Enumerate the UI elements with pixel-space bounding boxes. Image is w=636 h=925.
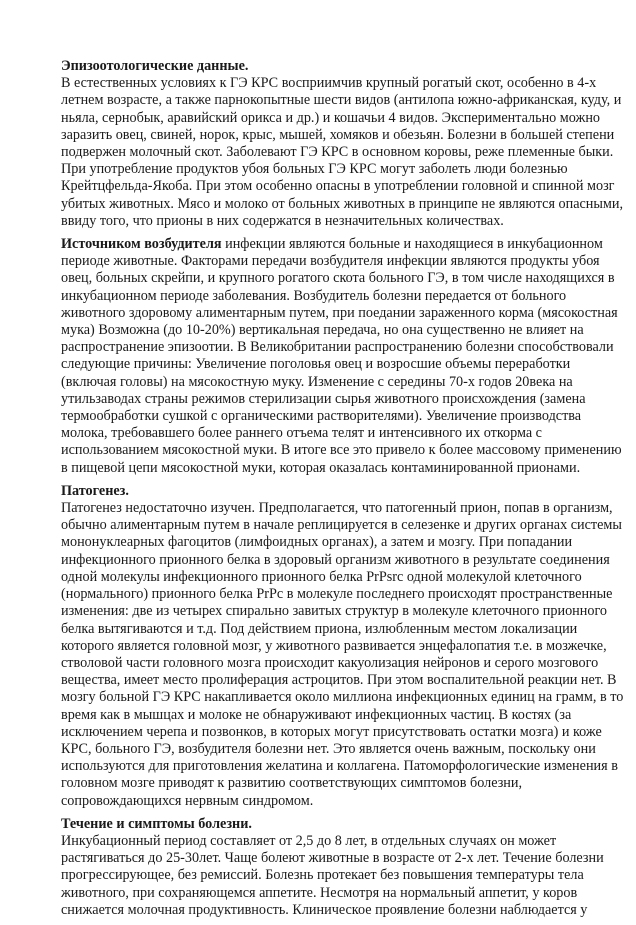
text-line: растягиваться до 25-30лет. Чаще болеют животные в возрасте от 2-х лет. Течение болезни: [61, 850, 604, 867]
text-line: овец, больных скрейпи, и крупного рогатого скота больного ГЭ, в том числе находящихся в: [61, 270, 615, 287]
text-line: КРС, больного ГЭ, возбудителя болезни нет. Это является очень важным, поскольку они: [61, 740, 596, 757]
text-line: использованием мясокостной муки. В итоге все это привело к более массовому применению: [61, 442, 622, 459]
text-line: термообработки сушкой с органическими растворителями). Увеличение производства: [61, 408, 582, 425]
text-line: одной молекулы инфекционного прионного белка PrPsrc одной молекулой клеточного: [61, 568, 582, 585]
text-line: стволовой части головного мозга происходит какуолизация нейронов и серого мозгового: [61, 654, 599, 671]
text-line: молока, требовавшего более раннего отъема телят и интенсивного их откорма с: [61, 425, 542, 442]
text-line: время как в мышцах и молоке не обнаруживают инфекционных частиц. В костях (за: [61, 706, 572, 723]
text-line: прогрессирующее, без ремиссий. Болезнь протекает без повышения температуры тела: [61, 867, 584, 884]
text-line: белка вытягиваются и т.д. Под действием приона, излюбленным местом локализации: [61, 620, 578, 637]
text-line: обычно алиментарным путем в начале реплицируется в селезенке и других органах системы: [61, 517, 622, 534]
text-line: животного, при сохраняющемся аппетите. Несмотря на нормальный аппетит, у коров: [61, 884, 578, 901]
text-line: Патогенез недостаточно изучен. Предполагается, что патогенный прион, попав в организм,: [61, 500, 613, 517]
text-line: Инкубационный период составляет от 2,5 до 8 лет, в отдельных случаях он может: [61, 832, 557, 849]
text-line: убитых животных. Мясо и молоко от больных животных в принципе не являются опасными,: [61, 195, 624, 212]
text-line: вещества, имеет место пролиферация астроцитов. При этом воспалительной реакции нет. В: [61, 672, 617, 689]
text-line: мука) Возможна (до 10-20%) вертикальная передача, но она существенно не влияет на: [61, 322, 584, 339]
text-line: головном мозге приводят к развитию соответствующих симптомов болезни,: [61, 775, 523, 792]
section-pathogen-source: [61, 236, 622, 477]
text-line: (включая головы) на мясокостную муку. Изменение с середины 70-х годов 20века на: [61, 373, 573, 390]
text-line: ньяла, сернобык, аравийский орикса и др.) и кошачьи 4 видов. Экспериментально можно: [61, 109, 601, 126]
text-line: инкубационном периоде заболевания. Возбудитель болезни передается от больного: [61, 287, 567, 304]
text-line: При употребление продуктов убоя больных ГЭ КРС могут заболеть люди болезнью: [61, 161, 568, 178]
text-line: мозгу больной ГЭ КРС накапливается около миллиона инфекционных единиц на грамм, в то: [61, 689, 624, 706]
section-epizootology: [61, 58, 624, 230]
lead-line: [61, 236, 601, 253]
text-line: ввиду того, что прионы в них содержатся в незначительных количествах.: [61, 212, 504, 229]
text-line: распространение эпизоотии. В Великобритании распространению болезни способствовали: [61, 339, 614, 356]
text-line: которого является головной мозг, у животного развивается энцефалопатия т.е. в мозжечке,: [61, 637, 607, 654]
section-pathogenesis: [61, 482, 624, 810]
text-line: сопровождающихся нервным синдромом.: [61, 792, 314, 809]
text-line: изменения: две из четырех спирально завитых структур в молекуле клеточного прионного: [61, 603, 608, 620]
text-line: Крейтцфельда-Якоба. При этом особенно опасны в употреблении головной и спинной мозг: [61, 178, 615, 195]
lead-rest: инфекции являются больные и находящиеся в инкубационном: [221, 236, 603, 253]
section-heading: Течение и симптомы болезни.: [61, 815, 252, 832]
section-heading: Эпизоотологические данные.: [61, 58, 249, 74]
section-heading: Патогенез.: [61, 482, 129, 499]
section-course-symptoms: [61, 815, 604, 919]
text-line: (нормального) прионного белка PrPc в молекуле последнего происходят пространственные: [61, 586, 613, 603]
text-line: в пищевой цепи мясокостной муки, которая оказалась контаминированной прионами.: [61, 459, 581, 476]
text-line: снижается молочная продуктивность. Клиническое проявление болезни наблюдается у: [61, 901, 588, 918]
text-line: мононуклеарных фагоцитов (лимфоидных органах), а затем и мозгу. При попадании: [61, 534, 573, 551]
text-line: утильзаводах страны режимов стерилизации сырья животного происхождения (замена: [61, 390, 586, 407]
text-line: исключением черепа и позвонков, в которых могут присутствовать остатки мозга) и коже: [61, 723, 602, 740]
text-line: животного здоровому алиментарным путем, при поедании зараженного корма (мясокостная: [61, 304, 618, 321]
text-line: периоде животные. Факторами передачи возбудителя инфекции являются продукты убоя: [61, 253, 600, 270]
text-line: В естественных условиях к ГЭ КРС восприимчив крупный рогатый скот, особенно в 4-х: [61, 75, 597, 92]
text-line: заразить овец, свиней, норок, крыс, мышей, хомяков и обезьян. Болезни в большей степени: [61, 126, 615, 143]
text-line: подвержен молочный скот. Заболевают ГЭ КРС в основном коровы, реже племенные быки.: [61, 144, 614, 161]
text-line: инфекционного прионного белка в здоровый организм животного в результате соединения: [61, 551, 610, 568]
text-line: летнем возрасте, а также парнокопытные шести видов (антилопа южно-африканская, куду, и: [61, 92, 622, 109]
text-line: используются для приготовления желатина и коллагена. Патоморфологические изменения в: [61, 758, 618, 775]
text-line: следующие причины: Увеличение поголовья овец и возросшие объемы переработки: [61, 356, 571, 373]
lead-bold-term: Источником возбудителя: [61, 236, 222, 253]
document-page: [61, 58, 624, 925]
